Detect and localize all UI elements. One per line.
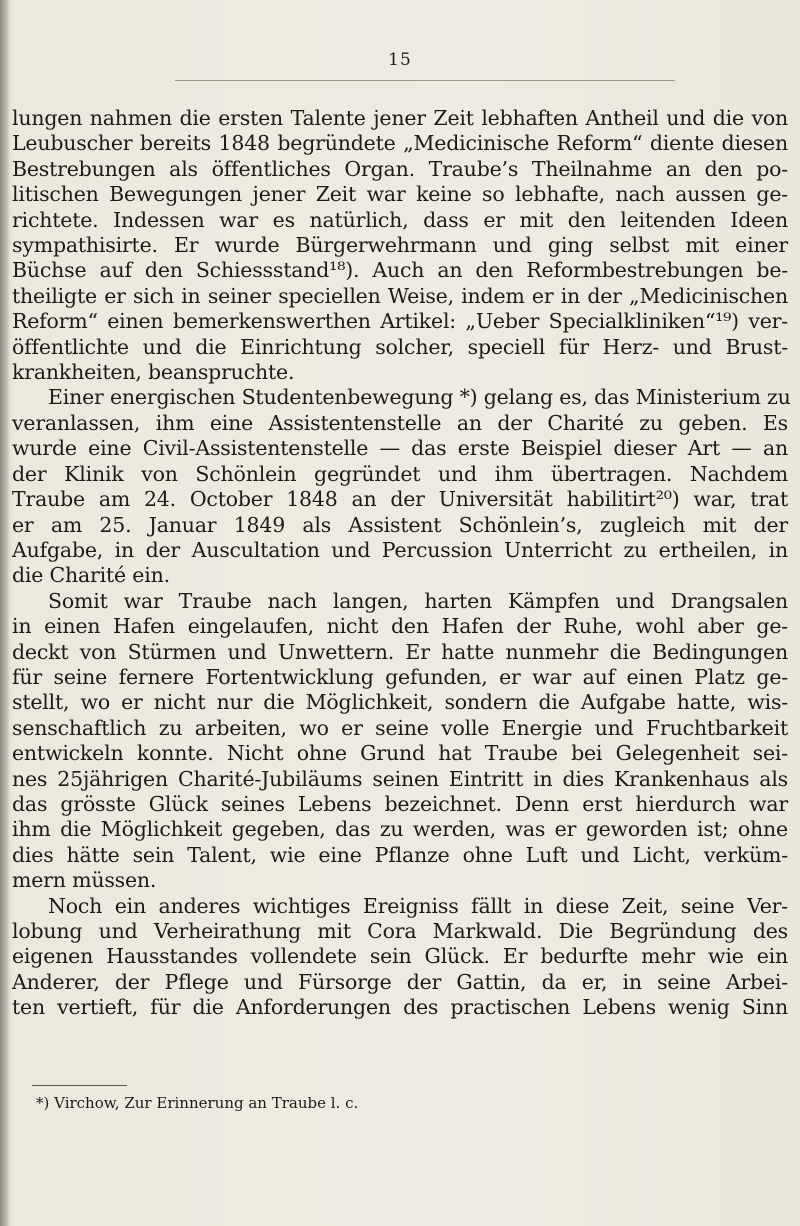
text-line: Aufgabe, in der Auscultation und Percussion Unterricht zu ertheilen, in (12, 537, 788, 562)
text-line: nes 25jährigen Charité-Jubiläums seinen Eintritt in dies Krankenhaus als (12, 766, 788, 791)
text-line: für seine fernere Fortentwicklung gefunden, er war auf einen Platz ge- (12, 664, 788, 689)
text-line: ten vertieft, für die Anforderungen des practischen Lebens wenig Sinn (12, 995, 788, 1020)
paragraph-1 (12, 106, 788, 385)
text-line: die Charité ein. (12, 563, 170, 588)
book-binding-edge (0, 0, 10, 1226)
footnote-rule (32, 1085, 127, 1086)
text-line: Leubuscher bereits 1848 begründete „Medicinische Reform“ diente diesen (12, 131, 788, 156)
text-line: entwickeln konnte. Nicht ohne Grund hat Traube bei Gelegenheit sei- (12, 741, 788, 766)
paragraph-2 (12, 385, 791, 588)
text-line: litischen Bewegungen jener Zeit war keine so lebhafte, nach aussen ge- (12, 182, 788, 207)
text-line: lobung und Verheirathung mit Cora Markwald. Die Begründung des (12, 919, 788, 943)
text-line: in einen Hafen eingelaufen, nicht den Hafen der Ruhe, wohl aber ge- (12, 614, 788, 639)
text-line: richtete. Indessen war es natürlich, dass er mit den leitenden Ideen (12, 207, 788, 232)
text-line: Reform“ einen bemerkenswerthen Artikel: „Ueber Specialkliniken“¹⁹) ver- (12, 309, 788, 334)
text-line: dies hätte sein Talent, wie eine Pflanze ohne Luft und Licht, verküm- (12, 842, 788, 867)
footnote: *) Virchow, Zur Erinnerung an Traube l. c. (36, 1094, 359, 1112)
text-line: theiligte er sich in seiner speciellen Weise, indem er in der „Medicinischen (12, 283, 788, 308)
text-line: Anderer, der Pflege und Fürsorge der Gattin, da er, in seine Arbei- (12, 969, 788, 994)
text-line: Bestrebungen als öffentliches Organ. Traube’s Theilnahme an den po- (12, 156, 788, 181)
text-line: eigenen Hausstandes vollendete sein Glück. Er bedurfte mehr wie ein (12, 944, 788, 969)
text-line: Büchse auf den Schiessstand¹⁸). Auch an den Reformbestrebungen be- (12, 258, 788, 283)
text-line: sympathisirte. Er wurde Bürgerwehrmann und ging selbst mit einer (12, 233, 788, 258)
text-line: Somit war Traube nach langen, harten Kämpfen und Drangsalen (48, 588, 788, 613)
text-line: er am 25. Januar 1849 als Assistent Schönlein’s, zugleich mit der (12, 512, 788, 537)
text-line: Traube am 24. October 1848 an der Universität habilitirt²⁰) war, trat (12, 487, 788, 512)
text-line: das grösste Glück seines Lebens bezeichnet. Denn erst hierdurch war (12, 791, 788, 816)
text-line: senschaftlich zu arbeiten, wo er seine volle Energie und Fruchtbarkeit (12, 715, 788, 740)
text-line: stellt, wo er nicht nur die Möglichkeit, sondern die Aufgabe hatte, wis- (12, 690, 788, 715)
paragraph-3 (12, 589, 788, 894)
text-line: Einer energischen Studentenbewegung *) gelang es, das Ministerium zu (48, 385, 791, 410)
text-line: krankheiten, beanspruchte. (12, 360, 295, 385)
text-line: öffentlichte und die Einrichtung solcher, speciell für Herz- und Brust- (12, 334, 788, 359)
paragraph-4 (12, 894, 788, 1021)
text-line: ihm die Möglichkeit gegeben, das zu werden, was er geworden ist; ohne (12, 817, 788, 842)
body-text (12, 106, 791, 1021)
text-line: der Klinik von Schönlein gegründet und ihm übertragen. Nachdem (12, 461, 788, 486)
text-line: wurde eine Civil-Assistentenstelle — das erste Beispiel dieser Art — an (12, 436, 788, 461)
text-line: mern müssen. (12, 868, 157, 893)
header-rule (175, 80, 675, 81)
text-line: deckt von Stürmen und Unwettern. Er hatte nunmehr die Bedingungen (12, 639, 788, 664)
text-line: Noch ein anderes wichtiges Ereigniss fällt in diese Zeit, seine Ver- (48, 893, 788, 918)
text-line: veranlassen, ihm eine Assistentenstelle an der Charité zu geben. Es (12, 410, 788, 435)
text-line: lungen nahmen die ersten Talente jener Zeit lebhaften Antheil und die von (12, 106, 788, 130)
page-number: 15 (388, 50, 412, 70)
